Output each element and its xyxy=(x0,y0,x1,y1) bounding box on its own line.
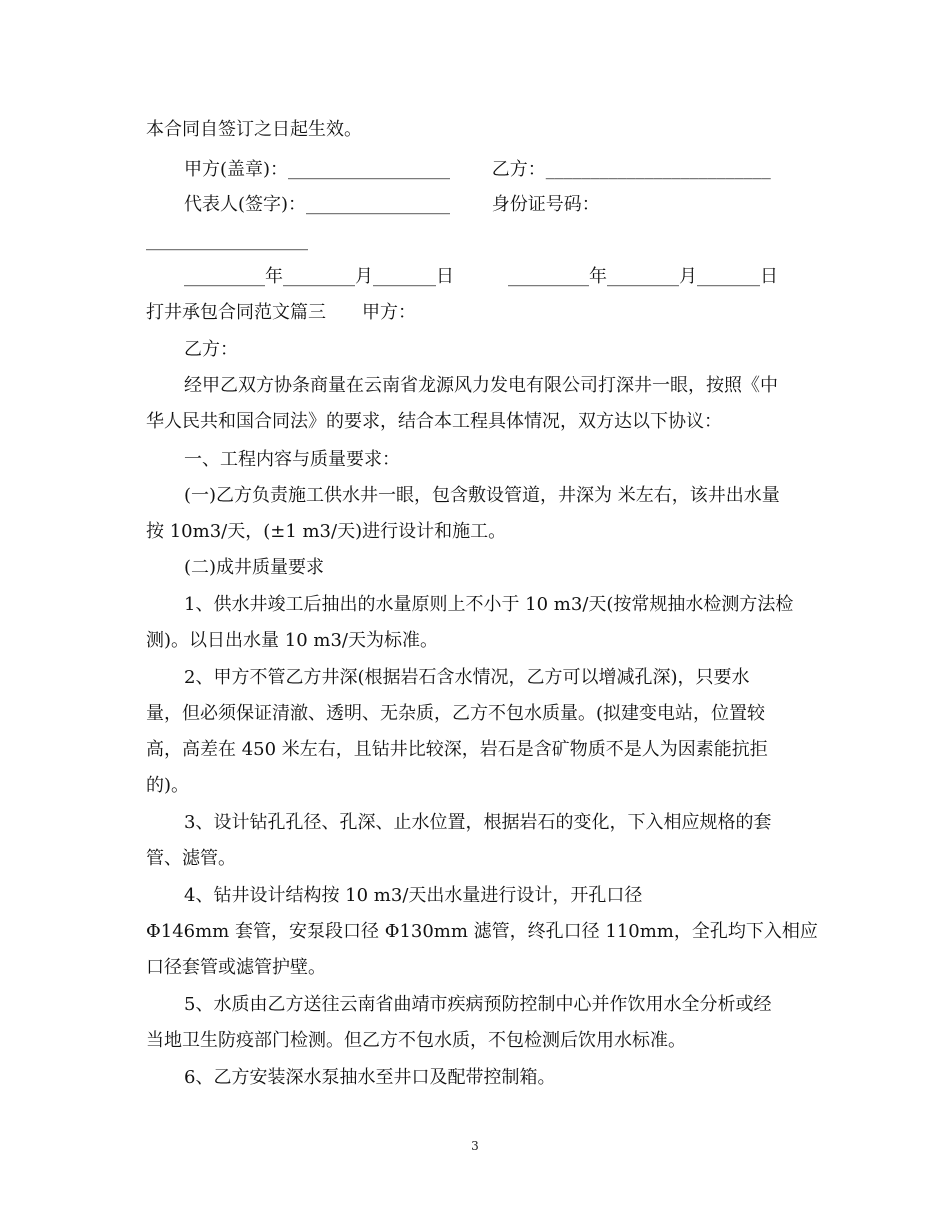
text-line: 华人民共和国合同法》的要求，结合本工程具体情况，双方达以下协议： xyxy=(146,411,722,432)
text-line: 当地卫生防疫部门检测。但乙方不包水质，不包检测后饮用水标准。 xyxy=(146,1030,686,1051)
text-line: 5、水质由乙方送往云南省曲靖市疾病预防控制中心并作饮用水全分析或经 xyxy=(184,994,772,1015)
text-line: __________________ xyxy=(146,230,308,251)
text-line: 量，但必须保证清澈、透明、无杂质，乙方不包水质量。(拟建变电站，位置较 xyxy=(146,703,766,724)
page-number: 3 xyxy=(471,1139,479,1153)
text-line: 一、工程内容与质量要求： xyxy=(184,449,400,470)
text-line: 乙方： xyxy=(184,339,238,360)
text-line: 2、甲方不管乙方井深(根据岩石含水情况，乙方可以增减孔深)，只要水 xyxy=(184,667,750,688)
text-line: _________年________月_______日 _________年________月_______日 xyxy=(184,266,778,287)
text-line: 管、滤管。 xyxy=(146,848,236,869)
text-line: Φ146mm 套管，安泵段口径 Φ130mm 滤管，终孔口径 110mm，全孔均下入相应 xyxy=(146,921,818,942)
text-line: (二)成井质量要求 xyxy=(184,557,325,578)
text-line: 3、设计钻孔孔径、孔深、止水位置，根据岩石的变化，下入相应规格的套 xyxy=(184,812,772,833)
text-line: 经甲乙双方协条商量在云南省龙源风力发电有限公司打深井一眼，按照《中 xyxy=(184,375,778,396)
text-line: (一)乙方负责施工供水井一眼，包含敷设管道，井深为 米左右，该井出水量 xyxy=(184,485,780,506)
text-line: 高，高差在 450 米左右，且钻井比较深，岩石是含矿物质不是人为因素能抗拒 xyxy=(146,739,768,760)
text-line: 按 10m3/天，(±1 m3/天)进行设计和施工。 xyxy=(146,521,507,542)
text-line: 1、供水井竣工后抽出的水量原则上不小于 10 m3/天(按常规抽水检测方法检 xyxy=(184,594,794,615)
text-line: 口径套管或滤管护壁。 xyxy=(146,957,326,978)
text-line: 代表人(签字)：________________ 身份证号码： xyxy=(184,194,600,215)
text-line: 本合同自签订之日起生效。 xyxy=(146,119,362,140)
text-line: 打井承包合同范文篇三 甲方： xyxy=(146,302,416,323)
text-line: 测)。以日出水量 10 m3/天为标准。 xyxy=(146,630,438,651)
text-line: 的)。 xyxy=(146,775,190,796)
text-line: 4、钻井设计结构按 10 m3/天出水量进行设计，开孔口径 xyxy=(184,885,643,906)
text-line: 甲方(盖章)：__________________ 乙方：_________________________ xyxy=(184,159,771,180)
text-line: 6、乙方安装深水泵抽水至井口及配带控制箱。 xyxy=(184,1067,556,1088)
